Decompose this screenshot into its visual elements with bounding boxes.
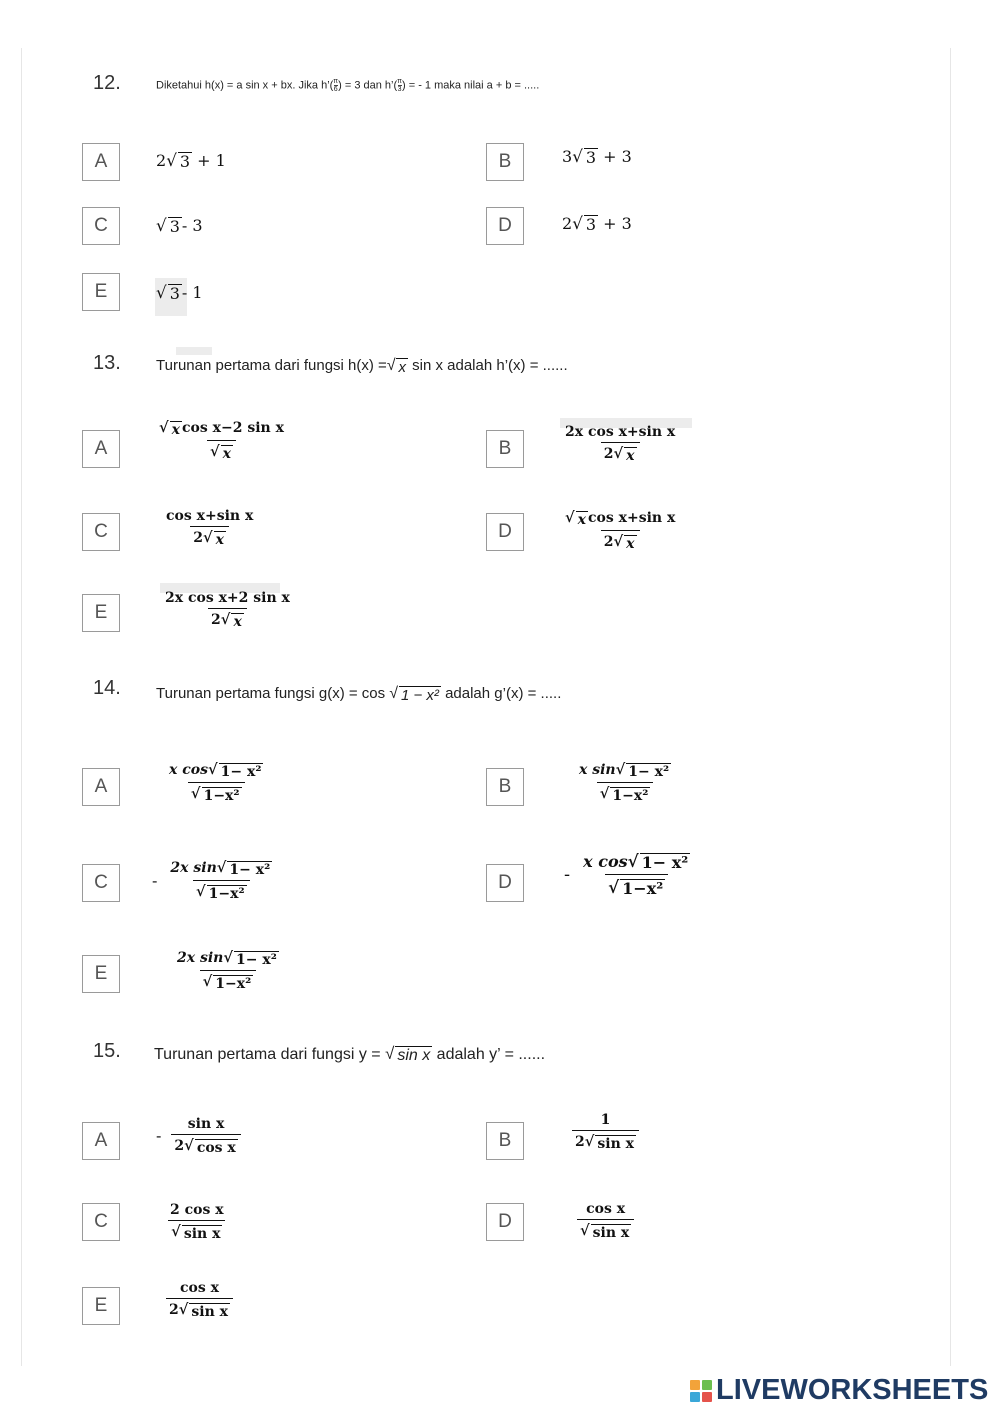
numerator-text: cos x−2 sin x (182, 420, 284, 436)
q13-text-part-1: Turunan pertama dari fungsi h(x) = (156, 357, 387, 374)
fraction (577, 1201, 634, 1241)
highlight (176, 347, 212, 355)
q14-option-b-answer (566, 762, 674, 804)
radicand (624, 447, 636, 464)
radicand: 3 (169, 284, 180, 303)
denominator (597, 782, 654, 804)
fraction (163, 508, 256, 548)
sign: - (152, 870, 158, 890)
question-15-text (154, 1046, 545, 1065)
fraction (580, 852, 693, 899)
sqrt: √ 1− x² (207, 761, 262, 780)
radicand-text: x (215, 532, 225, 548)
numerator (174, 950, 282, 970)
numerator (576, 762, 674, 782)
numerator: cos x (180, 1280, 219, 1296)
q15-option-d-answer (567, 1201, 634, 1241)
sqrt: √ 3 (156, 215, 180, 236)
coef: 2 (156, 151, 167, 170)
question-13-text (156, 357, 568, 376)
page-border-left (21, 48, 22, 1366)
q12-pi-2: π (397, 78, 402, 85)
question-13-number: 13. (93, 352, 121, 374)
radicand (395, 1046, 432, 1065)
numerator: cos x (586, 1201, 626, 1217)
q12-option-c-answer (156, 216, 203, 236)
coef: 3 (562, 147, 573, 166)
denominator (200, 970, 257, 992)
radicand: 1− x² (220, 764, 262, 780)
page-border-right (950, 48, 951, 1366)
numerator: sin x (187, 1116, 225, 1132)
fraction (572, 1112, 639, 1152)
q13-option-c-box[interactable]: C (82, 513, 120, 551)
q15-option-a-box[interactable]: A (82, 1122, 120, 1160)
sqrt: √ sin x (580, 1222, 630, 1241)
q15-option-e-answer (156, 1280, 233, 1320)
fraction (162, 590, 293, 630)
sqrt: √ sin x (385, 1044, 431, 1064)
denominator (168, 1220, 225, 1242)
denominator (190, 526, 229, 548)
q12-option-b-box[interactable]: B (486, 143, 524, 181)
numerator: 1 (600, 1112, 611, 1128)
q15-option-e-box[interactable]: E (82, 1287, 120, 1325)
q13-option-e-box[interactable]: E (82, 594, 120, 632)
q12-option-e-box[interactable]: E (82, 273, 120, 311)
sqrt: √ x (159, 419, 181, 438)
fraction (171, 1116, 240, 1156)
radicand (396, 358, 408, 376)
numerator (562, 510, 678, 530)
sqrt: √ x (220, 611, 242, 630)
fraction (174, 950, 282, 992)
sign: - (564, 864, 571, 886)
sign: - (156, 1125, 162, 1145)
radicand: sin x (592, 1225, 630, 1241)
radicand (399, 686, 441, 704)
question-14-number: 14. (93, 677, 121, 699)
logo-square (702, 1392, 712, 1402)
numerator: 2x cos x+2 sin x (165, 590, 290, 606)
denominator-coef: 2 (169, 1302, 179, 1318)
sqrt: √ sin x (584, 1133, 635, 1152)
q12-option-d-answer (562, 214, 632, 234)
q13-option-c-answer (163, 508, 256, 548)
sqrt: √ 1−x² (608, 877, 664, 899)
q14-option-d-box[interactable]: D (486, 864, 524, 902)
q13-option-d-box[interactable]: D (486, 513, 524, 551)
fraction (562, 510, 678, 552)
fraction (576, 762, 674, 804)
q15-option-c-answer (157, 1202, 227, 1242)
sqrt: √ 3 (156, 282, 180, 303)
q12-pi: π (333, 78, 339, 85)
sqrt: √ x (565, 509, 587, 528)
radicand: 1−x² (612, 788, 649, 805)
radicand-text: x (222, 446, 231, 463)
sqrt: √ 1− x² (223, 949, 277, 968)
denominator-coef: 2 (174, 1138, 185, 1154)
denominator (171, 1134, 240, 1156)
radicand: 1− x² (628, 764, 670, 780)
radicand: 3 (585, 148, 597, 167)
radicand-text: x (171, 422, 181, 438)
numerator-text: cos x+sin x (588, 510, 676, 526)
denominator (601, 530, 640, 552)
radicand-text: sin x (397, 1047, 431, 1064)
sqrt: √ 1− x² (615, 761, 670, 780)
rest: - 3 (181, 216, 203, 235)
radicand: 3 (585, 215, 597, 234)
numerator: 2 cos x (170, 1202, 224, 1218)
q15-option-a-answer (156, 1116, 241, 1156)
q12-text-part-3: ) = - 1 maka nilai a + b = ..... (402, 79, 540, 92)
fraction (166, 1280, 233, 1320)
q13-option-d-answer (562, 510, 678, 552)
fraction (166, 762, 266, 804)
q15-option-b-box[interactable]: B (486, 1122, 524, 1160)
q14-text-part-1: Turunan pertama fungsi g(x) = cos (156, 685, 386, 702)
sqrt: √ x (613, 533, 635, 553)
numerator-text: 2x sin (177, 950, 224, 966)
radicand (231, 613, 243, 630)
radicand (221, 445, 233, 462)
q12-option-c-box[interactable]: C (82, 207, 120, 245)
denominator (577, 1219, 634, 1241)
numerator-text: x cos (169, 762, 208, 778)
logo-square (690, 1380, 700, 1390)
denominator-coef: 2 (603, 446, 614, 462)
logo-grid-icon (690, 1380, 712, 1402)
numerator (167, 860, 275, 880)
numerator-text: 2x sin (170, 860, 217, 876)
logo-square (690, 1392, 700, 1402)
q12-text-part-1: Diketahui h(x) = a sin x + bx. Jika h’( (156, 79, 334, 92)
numerator: 2x cos x+sin x (565, 424, 676, 440)
radicand: 1−x² (208, 886, 245, 903)
denominator-coef: 2 (211, 612, 221, 628)
q14-option-c-answer (152, 860, 275, 902)
q13-option-b-box[interactable]: B (486, 430, 524, 468)
denominator (601, 442, 640, 464)
sqrt: √ sin x (178, 1301, 229, 1320)
radicand: 1−x² (622, 879, 664, 899)
numerator-text: x sin (579, 762, 616, 778)
radicand: 3 (179, 152, 191, 171)
rest: + 1 (192, 151, 226, 170)
q13-option-e-answer (162, 590, 293, 630)
denominator (605, 874, 668, 898)
q14-option-b-box[interactable]: B (486, 768, 524, 806)
q12-six: 6 (333, 86, 338, 93)
denominator-coef: 2 (603, 534, 614, 551)
denominator (193, 880, 250, 902)
fraction (167, 1202, 227, 1242)
sqrt: √ x (209, 443, 231, 463)
radicand: sin x (191, 1304, 229, 1320)
question-12-number: 12. (93, 72, 121, 94)
radicand (170, 421, 182, 438)
radicand-text: x (233, 614, 242, 630)
logo-text: LIVEWORKSHEETS (716, 1374, 989, 1406)
sqrt: √ sin x (171, 1223, 221, 1242)
question-14-text (156, 685, 561, 704)
q15-option-c-box[interactable]: C (82, 1203, 120, 1241)
q15-option-d-box[interactable]: D (486, 1203, 524, 1241)
denominator-coef: 2 (575, 1134, 585, 1150)
q15-text-part-1: Turunan pertama dari fungsi y = (154, 1046, 381, 1063)
denominator (207, 440, 236, 462)
numerator (166, 762, 266, 782)
rest: - 1 (181, 283, 203, 302)
fraction (156, 420, 287, 462)
radicand: cos x (196, 1140, 236, 1156)
numerator (156, 420, 287, 440)
q12-option-a-box[interactable]: A (82, 143, 120, 181)
q12-option-d-box[interactable]: D (486, 207, 524, 245)
rest: + 3 (598, 147, 632, 166)
logo-square (702, 1380, 712, 1390)
sqrt: √ 3 (166, 150, 191, 171)
coef: 2 (562, 214, 573, 233)
sqrt: √ 1−x² (202, 973, 252, 993)
q14-text-part-2: adalah g’(x) = ..... (440, 685, 562, 702)
radicand: 1−x² (215, 976, 252, 993)
q12-three: 3 (397, 86, 402, 93)
sqrt: √ x (203, 529, 225, 548)
q15-option-b-answer (562, 1112, 639, 1152)
q12-option-e-answer (156, 283, 203, 303)
numerator: cos x+sin x (166, 508, 254, 524)
radicand (576, 511, 588, 528)
denominator (572, 1130, 639, 1152)
sqrt: √ 1− x² (216, 859, 271, 878)
sqrt: √ 1−x² (599, 785, 649, 805)
q13-option-a-answer (156, 420, 287, 462)
q12-option-b-answer (562, 147, 632, 167)
liveworksheets-logo (690, 1374, 988, 1407)
q14-option-c-box[interactable]: C (82, 864, 120, 902)
radicand: sin x (183, 1226, 221, 1242)
q15-text-part-2: adalah y’ = ...... (432, 1046, 546, 1063)
radicand: 1− x² (229, 862, 271, 878)
radicand-text: x (626, 448, 635, 464)
q14-option-e-answer (164, 950, 282, 992)
sqrt: √ cos x (184, 1137, 236, 1156)
sqrt: √ 1−x² (190, 785, 240, 805)
numerator-text: x cos (583, 852, 628, 871)
sqrt: √ 3 (572, 213, 597, 234)
denominator (188, 782, 245, 804)
q12-text-part-2: ) = 3 dan h’( (338, 79, 398, 92)
question-15-number: 15. (93, 1040, 121, 1062)
question-12-text (156, 78, 539, 93)
sqrt: √ 1−x² (196, 883, 245, 903)
denominator (166, 1298, 233, 1320)
sqrt: √ 3 (572, 146, 597, 167)
radicand-text: 1 − x² (400, 687, 439, 704)
numerator (580, 852, 693, 874)
q13-text-part-2: sin x adalah h’(x) = ...... (407, 357, 568, 374)
radicand: 1−x² (203, 788, 240, 805)
q14-option-e-box[interactable]: E (82, 955, 120, 993)
radicand: 1− x² (236, 952, 277, 968)
q14-option-a-box[interactable]: A (82, 768, 120, 806)
radicand: sin x (597, 1136, 635, 1152)
q14-option-a-answer (156, 762, 266, 804)
radicand (214, 531, 226, 548)
radicand (624, 535, 636, 552)
sqrt: √ 1 − x² (389, 685, 439, 704)
denominator (208, 608, 247, 630)
radicand-text: x (626, 536, 635, 553)
radicand-text: x (398, 359, 406, 376)
sqrt: √ x (613, 445, 635, 464)
sqrt: √ x (386, 357, 406, 376)
radicand-text: x (577, 512, 587, 528)
q13-option-a-box[interactable]: A (82, 430, 120, 468)
q14-option-d-answer (564, 852, 693, 899)
fraction (167, 860, 275, 902)
rest: + 3 (598, 214, 632, 233)
denominator-coef: 2 (193, 530, 204, 546)
fraction (562, 424, 678, 464)
radicand: 3 (169, 217, 180, 236)
sqrt: √ 1− x² (627, 851, 689, 872)
q13-option-b-answer (562, 424, 678, 464)
radicand: 1− x² (641, 853, 689, 872)
q12-option-a-answer (156, 151, 226, 171)
